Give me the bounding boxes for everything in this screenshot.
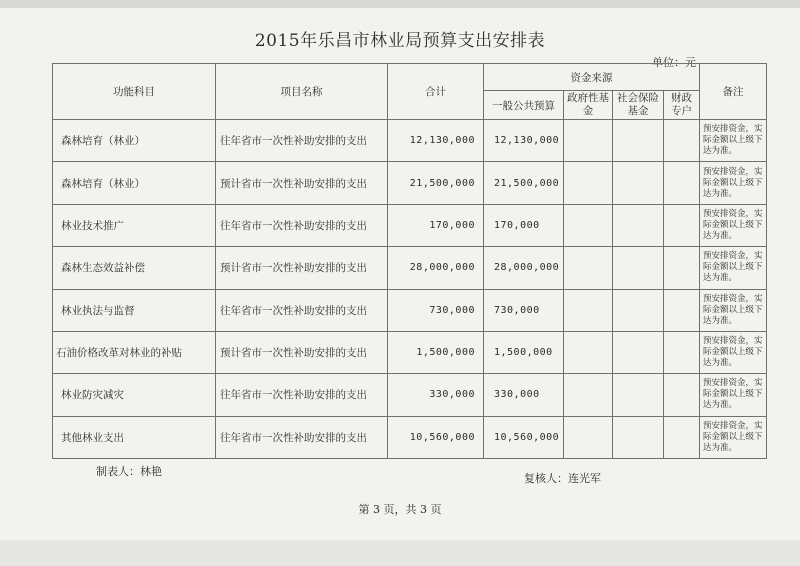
cell-project: 往年省市一次性补助安排的支出 <box>216 120 388 162</box>
table-row <box>53 331 767 373</box>
cell-func: 森林培育（林业） <box>53 120 216 162</box>
cell-note: 预安排资金，实际金额以上级下达为准。 <box>700 120 767 162</box>
cell-note: 预安排资金，实际金额以上级下达为准。 <box>700 374 767 416</box>
cell-finance <box>664 416 700 458</box>
header-social-fund: 社会保险基金 <box>613 91 664 120</box>
cell-finance <box>664 289 700 331</box>
cell-gov-fund <box>564 416 613 458</box>
cell-project: 往年省市一次性补助安排的支出 <box>216 289 388 331</box>
cell-gov-fund <box>564 289 613 331</box>
cell-general: 330,000 <box>484 374 564 416</box>
header-source: 资金来源 <box>484 64 700 91</box>
cell-social-fund <box>613 204 664 246</box>
cell-total: 12,130,000 <box>388 120 484 162</box>
cell-project: 往年省市一次性补助安排的支出 <box>216 416 388 458</box>
cell-total: 170,000 <box>388 204 484 246</box>
cell-finance <box>664 374 700 416</box>
table-row <box>53 162 767 204</box>
scan-bottom-edge <box>0 540 800 566</box>
cell-social-fund <box>613 289 664 331</box>
cell-project: 预计省市一次性补助安排的支出 <box>216 162 388 204</box>
cell-project: 预计省市一次性补助安排的支出 <box>216 247 388 289</box>
cell-finance <box>664 120 700 162</box>
cell-social-fund <box>613 247 664 289</box>
header-note: 备注 <box>700 64 767 120</box>
cell-general: 12,130,000 <box>484 120 564 162</box>
header-project: 项目名称 <box>216 64 388 120</box>
cell-project: 预计省市一次性补助安排的支出 <box>216 331 388 373</box>
cell-gov-fund <box>564 374 613 416</box>
table-row <box>53 247 767 289</box>
cell-note: 预安排资金，实际金额以上级下达为准。 <box>700 162 767 204</box>
cell-func: 石油价格改革对林业的补贴 <box>53 331 216 373</box>
table-row <box>53 416 767 458</box>
cell-social-fund <box>613 374 664 416</box>
header-finance: 财政专户 <box>664 91 700 120</box>
cell-project: 往年省市一次性补助安排的支出 <box>216 204 388 246</box>
cell-total: 730,000 <box>388 289 484 331</box>
page-number: 第 3 页，共 3 页 <box>358 503 442 516</box>
cell-gov-fund <box>564 120 613 162</box>
cell-func: 森林生态效益补偿 <box>53 247 216 289</box>
cell-general: 170,000 <box>484 204 564 246</box>
header-gov-fund: 政府性基金 <box>564 91 613 120</box>
cell-note: 预安排资金，实际金额以上级下达为准。 <box>700 204 767 246</box>
cell-finance <box>664 162 700 204</box>
cell-func: 林业执法与监督 <box>53 289 216 331</box>
cell-social-fund <box>613 162 664 204</box>
cell-finance <box>664 204 700 246</box>
cell-total: 21,500,000 <box>388 162 484 204</box>
cell-gov-fund <box>564 204 613 246</box>
document-title: 2015年乐昌市林业局预算支出安排表 <box>254 31 546 51</box>
header-total: 合计 <box>388 64 484 120</box>
cell-total: 1,500,000 <box>388 331 484 373</box>
cell-total: 330,000 <box>388 374 484 416</box>
cell-note: 预安排资金，实际金额以上级下达为准。 <box>700 247 767 289</box>
cell-general: 1,500,000 <box>484 331 564 373</box>
cell-gov-fund <box>564 162 613 204</box>
header-func: 功能科目 <box>53 64 216 120</box>
cell-social-fund <box>613 331 664 373</box>
cell-func: 森林培育（林业） <box>53 162 216 204</box>
cell-note: 预安排资金，实际金额以上级下达为准。 <box>700 331 767 373</box>
cell-finance <box>664 247 700 289</box>
unit-label: 单位：元 <box>652 56 696 69</box>
cell-social-fund <box>613 416 664 458</box>
cell-finance <box>664 331 700 373</box>
cell-general: 21,500,000 <box>484 162 564 204</box>
table-row <box>53 120 767 162</box>
cell-general: 10,560,000 <box>484 416 564 458</box>
table-row <box>53 374 767 416</box>
table-row <box>53 204 767 246</box>
cell-note: 预安排资金，实际金额以上级下达为准。 <box>700 289 767 331</box>
reviewer-label: 复核人：连光军 <box>524 472 601 485</box>
cell-func: 林业技术推广 <box>53 204 216 246</box>
cell-total: 28,000,000 <box>388 247 484 289</box>
cell-social-fund <box>613 120 664 162</box>
scan-top-edge <box>0 0 800 8</box>
cell-project: 往年省市一次性补助安排的支出 <box>216 374 388 416</box>
cell-func: 林业防灾减灾 <box>53 374 216 416</box>
cell-total: 10,560,000 <box>388 416 484 458</box>
cell-gov-fund <box>564 331 613 373</box>
budget-table <box>52 63 767 459</box>
table-row <box>53 289 767 331</box>
cell-func: 其他林业支出 <box>53 416 216 458</box>
cell-gov-fund <box>564 247 613 289</box>
cell-note: 预安排资金，实际金额以上级下达为准。 <box>700 416 767 458</box>
header-general: 一般公共预算 <box>484 91 564 120</box>
cell-general: 28,000,000 <box>484 247 564 289</box>
maker-label: 制表人：林艳 <box>96 465 162 478</box>
cell-general: 730,000 <box>484 289 564 331</box>
